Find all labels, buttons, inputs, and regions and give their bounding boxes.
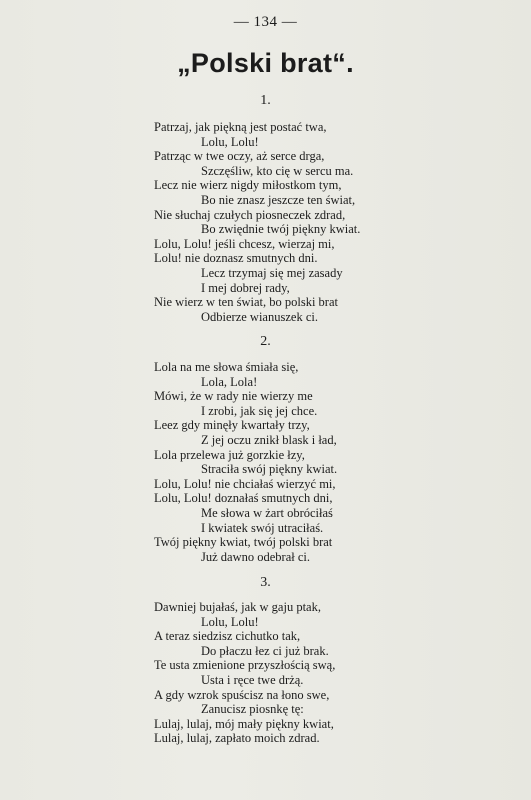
verse-line: Lolu, Lolu! doznałaś smutnych dni, xyxy=(154,491,333,506)
verse-line: Do płaczu łez ci już brak. xyxy=(201,643,329,658)
verse-line: I zrobi, jak się jej chce. xyxy=(201,403,318,418)
page-number: — 134 — xyxy=(233,14,298,30)
verse-line: Lolu, Lolu! xyxy=(201,134,259,149)
verse-line: Lecz nie wierz nigdy miłostkom tym, xyxy=(154,178,342,193)
verse-line: I kwiatek swój utraciłaś. xyxy=(201,520,324,535)
verse-line: A gdy wzrok spuścisz na łono swe, xyxy=(154,687,330,702)
verse-line: Już dawno odebrał ci. xyxy=(201,549,310,564)
verse-line: Lolu, Lolu! nie chciałaś wierzyć mi, xyxy=(154,476,336,491)
verse-line: Bo zwiędnie twój piękny kwiat. xyxy=(201,222,361,237)
verse-line: Lecz trzymaj się mej zasady xyxy=(201,265,343,280)
verse-line: Szczęśliw, kto cię w sercu ma. xyxy=(201,163,354,178)
verse-line: Lola na me słowa śmiała się, xyxy=(154,360,299,374)
verse-line: Straciła swój piękny kwiat. xyxy=(201,462,338,477)
verse-line: Lolu, Lolu! jeśli chcesz, wierzaj mi, xyxy=(154,236,335,251)
verse-line: I mej dobrej rady, xyxy=(201,280,290,295)
poem-title: „Polski brat“. xyxy=(177,48,354,78)
stanza-1 xyxy=(154,120,454,324)
verse-line: A teraz siedzisz cichutko tak, xyxy=(154,629,301,644)
verse-line: Patrząc w twe oczy, aż serce drga, xyxy=(154,149,325,164)
verse-line: Twój piękny kwiat, twój polski brat xyxy=(154,535,333,550)
verse-line: Lolu, Lolu! xyxy=(201,614,259,629)
stanza-number-3: 3. xyxy=(260,575,271,590)
verse-line: Leez gdy minęły kwartały trzy, xyxy=(154,418,310,433)
verse-line: Nie wierz w ten świat, bo polski brat xyxy=(154,295,338,310)
verse-line: Lulaj, lulaj, mój mały piękny kwiat, xyxy=(154,716,334,731)
verse-line: Lola, Lola! xyxy=(201,374,258,389)
verse-line: Lola przelewa już gorzkie łzy, xyxy=(154,447,305,462)
stanza-number-2: 2. xyxy=(260,334,271,349)
verse-line: Usta i ręce twe drżą. xyxy=(201,672,304,687)
stanza-3 xyxy=(154,600,454,746)
verse-line: Mówi, że w rady nie wierzy me xyxy=(154,389,313,404)
verse-line: Z jej oczu znikł blask i ład, xyxy=(201,432,337,447)
verse-line: Dawniej bujałaś, jak w gaju ptak, xyxy=(154,600,321,614)
verse-line: Patrzaj, jak piękną jest postać twa, xyxy=(154,120,327,134)
stanza-2 xyxy=(154,360,454,564)
verse-line: Te usta zmienione przyszłością swą, xyxy=(154,658,336,673)
verse-line: Zanucisz piosnkę tę: xyxy=(201,702,304,717)
verse-line: Odbierze wianuszek ci. xyxy=(201,309,318,324)
verse-line: Me słowa w żart obróciłaś xyxy=(201,505,333,520)
verse-line: Bo nie znasz jeszcze ten świat, xyxy=(201,192,356,207)
verse-line: Lulaj, lulaj, zapłato moich zdrad. xyxy=(154,731,320,746)
verse-line: Nie słuchaj czułych piosneczek zdrad, xyxy=(154,207,346,222)
stanza-number-1: 1. xyxy=(260,93,271,108)
verse-line: Lolu! nie doznasz smutnych dni. xyxy=(154,251,318,266)
